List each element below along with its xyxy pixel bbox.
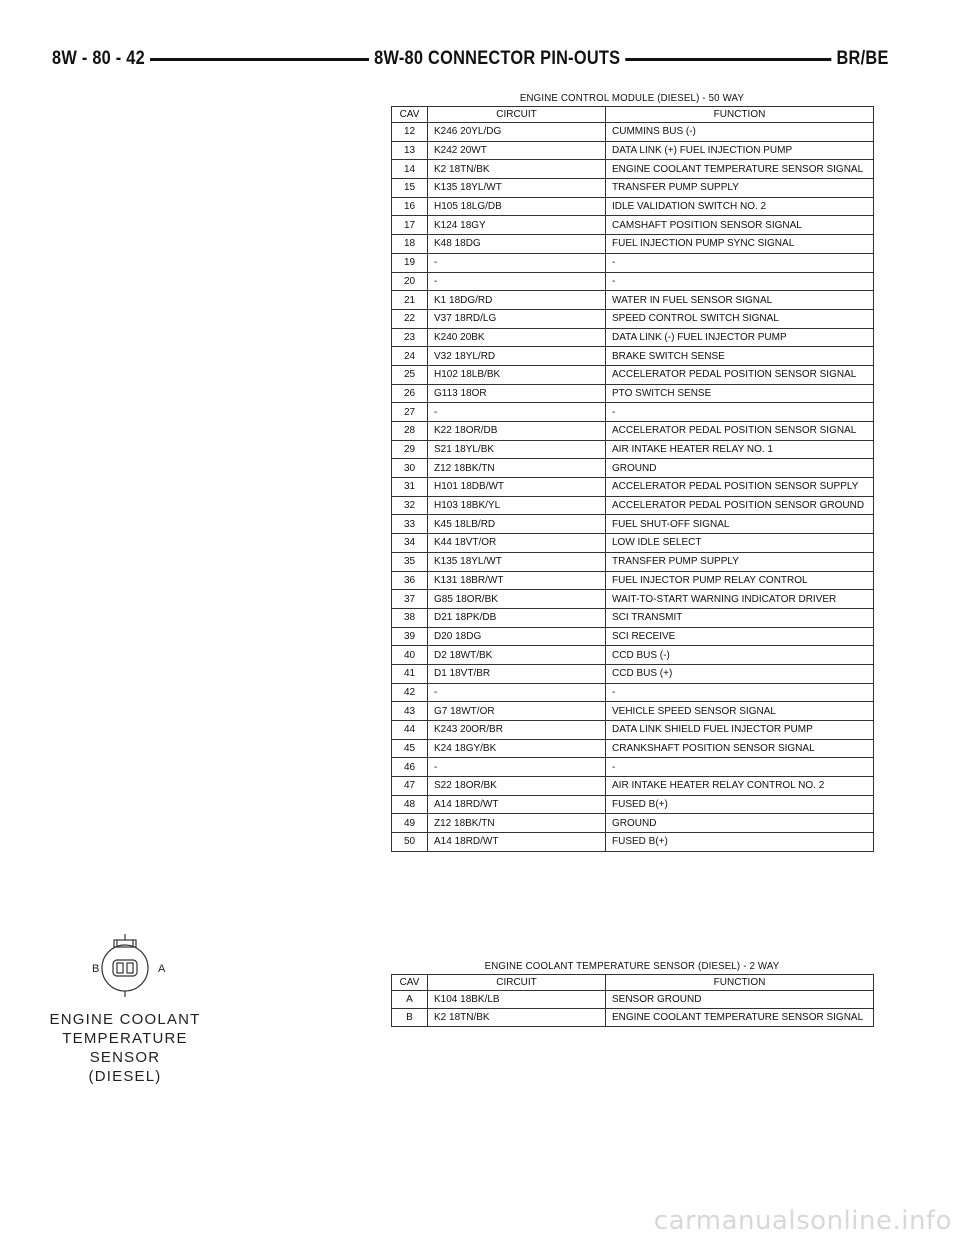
circuit-cell: K242 20WT: [428, 141, 606, 160]
function-cell: DATA LINK SHIELD FUEL INJECTOR PUMP: [606, 721, 874, 740]
table-row: [392, 683, 874, 702]
function-cell: CUMMINS BUS (-): [606, 123, 874, 142]
function-cell: TRANSFER PUMP SUPPLY: [606, 552, 874, 571]
function-cell: GROUND: [606, 814, 874, 833]
function-cell: CAMSHAFT POSITION SENSOR SIGNAL: [606, 216, 874, 235]
function-cell: FUEL INJECTION PUMP SYNC SIGNAL: [606, 235, 874, 254]
function-cell: ACCELERATOR PEDAL POSITION SENSOR SIGNAL: [606, 422, 874, 441]
cav-cell: 35: [392, 552, 428, 571]
table-row: [392, 814, 874, 833]
circuit-cell: Z12 18BK/TN: [428, 814, 606, 833]
function-cell: SPEED CONTROL SWITCH SIGNAL: [606, 309, 874, 328]
cav-cell: 20: [392, 272, 428, 291]
function-cell: CRANKSHAFT POSITION SENSOR SIGNAL: [606, 739, 874, 758]
table-row: [392, 328, 874, 347]
function-cell: ACCELERATOR PEDAL POSITION SENSOR SUPPLY: [606, 478, 874, 497]
cav-cell: 23: [392, 328, 428, 347]
cav-cell: 46: [392, 758, 428, 777]
table-row: [392, 552, 874, 571]
circuit-cell: K1 18DG/RD: [428, 291, 606, 310]
table-row: [392, 216, 874, 235]
function-cell: AIR INTAKE HEATER RELAY CONTROL NO. 2: [606, 777, 874, 796]
circuit-cell: K48 18DG: [428, 235, 606, 254]
function-cell: FUEL INJECTOR PUMP RELAY CONTROL: [606, 571, 874, 590]
page-header: [52, 44, 889, 78]
cav-cell: 49: [392, 814, 428, 833]
table-row: [392, 291, 874, 310]
circuit-cell: A14 18RD/WT: [428, 833, 606, 852]
cav-cell: 44: [392, 721, 428, 740]
table-row: [392, 347, 874, 366]
connector-label-line: ENGINE COOLANT: [49, 1011, 201, 1028]
circuit-cell: K240 20BK: [428, 328, 606, 347]
circuit-cell: -: [428, 272, 606, 291]
circuit-cell: K22 18OR/DB: [428, 422, 606, 441]
circuit-cell: K243 20OR/BR: [428, 721, 606, 740]
table-row: [392, 309, 874, 328]
model-code: BR/BE: [832, 44, 889, 74]
function-cell: FUSED B(+): [606, 795, 874, 814]
pin-label-b: B: [92, 963, 100, 975]
cav-cell: A: [392, 991, 428, 1009]
function-cell: IDLE VALIDATION SWITCH NO. 2: [606, 197, 874, 216]
cav-cell: 47: [392, 777, 428, 796]
table-row: [392, 664, 874, 683]
cav-cell: 15: [392, 179, 428, 198]
circuit-cell: K124 18GY: [428, 216, 606, 235]
table-row: [392, 702, 874, 721]
table-row: [392, 160, 874, 179]
function-cell: DATA LINK (+) FUEL INJECTION PUMP: [606, 141, 874, 160]
table-row: [392, 534, 874, 553]
col-header-circuit: CIRCUIT: [428, 975, 606, 991]
cav-cell: 40: [392, 646, 428, 665]
ecm-pinout-table: [391, 90, 873, 852]
circuit-cell: H101 18DB/WT: [428, 478, 606, 497]
function-cell: ACCELERATOR PEDAL POSITION SENSOR SIGNAL: [606, 365, 874, 384]
function-cell: FUSED B(+): [606, 833, 874, 852]
circuit-cell: K135 18YL/WT: [428, 179, 606, 198]
ecm-table: [391, 106, 874, 852]
circuit-cell: K131 18BR/WT: [428, 571, 606, 590]
circuit-cell: H102 18LB/BK: [428, 365, 606, 384]
table-row: [392, 197, 874, 216]
table-row: [392, 478, 874, 497]
cav-cell: 34: [392, 534, 428, 553]
function-cell: VEHICLE SPEED SENSOR SIGNAL: [606, 702, 874, 721]
circuit-cell: -: [428, 253, 606, 272]
cav-cell: 45: [392, 739, 428, 758]
cav-cell: 29: [392, 440, 428, 459]
function-cell: ACCELERATOR PEDAL POSITION SENSOR GROUND: [606, 496, 874, 515]
table-row: [392, 123, 874, 142]
col-header-cav: CAV: [392, 975, 428, 991]
cav-cell: 24: [392, 347, 428, 366]
circuit-cell: K45 18LB/RD: [428, 515, 606, 534]
circuit-cell: D21 18PK/DB: [428, 608, 606, 627]
watermark: carmanualsonline.info: [653, 1206, 952, 1236]
function-cell: DATA LINK (-) FUEL INJECTOR PUMP: [606, 328, 874, 347]
function-cell: WATER IN FUEL SENSOR SIGNAL: [606, 291, 874, 310]
function-cell: LOW IDLE SELECT: [606, 534, 874, 553]
cav-cell: 26: [392, 384, 428, 403]
cav-cell: 22: [392, 309, 428, 328]
table-row: [392, 646, 874, 665]
connector-label-line: TEMPERATURE: [62, 1030, 188, 1047]
circuit-cell: K104 18BK/LB: [428, 991, 606, 1009]
table-row: [392, 627, 874, 646]
cav-cell: 12: [392, 123, 428, 142]
circuit-cell: V37 18RD/LG: [428, 309, 606, 328]
section-title: 8W-80 CONNECTOR PIN-OUTS: [369, 44, 625, 74]
circuit-cell: K2 18TN/BK: [428, 1009, 606, 1027]
cav-cell: 42: [392, 683, 428, 702]
connector-icon: [102, 934, 148, 997]
cav-cell: 14: [392, 160, 428, 179]
cav-cell: 41: [392, 664, 428, 683]
cav-cell: 38: [392, 608, 428, 627]
ecm-table-title: ENGINE CONTROL MODULE (DIESEL) - 50 WAY: [519, 92, 745, 104]
table-row: [392, 422, 874, 441]
table-row: [392, 365, 874, 384]
table-row: [392, 833, 874, 852]
table-row: [392, 235, 874, 254]
circuit-cell: K24 18GY/BK: [428, 739, 606, 758]
col-header-cav: CAV: [392, 107, 428, 123]
function-cell: CCD BUS (-): [606, 646, 874, 665]
circuit-cell: Z12 18BK/TN: [428, 459, 606, 478]
function-cell: GROUND: [606, 459, 874, 478]
circuit-cell: G7 18WT/OR: [428, 702, 606, 721]
table-row: [392, 721, 874, 740]
circuit-cell: -: [428, 683, 606, 702]
function-cell: -: [606, 253, 874, 272]
connector-diagram: [92, 930, 172, 1002]
table-row: [392, 777, 874, 796]
cav-cell: 32: [392, 496, 428, 515]
circuit-cell: S21 18YL/BK: [428, 440, 606, 459]
col-header-circuit: CIRCUIT: [428, 107, 606, 123]
table-header-row: [392, 975, 874, 991]
table-row: [392, 496, 874, 515]
cav-cell: 39: [392, 627, 428, 646]
function-cell: BRAKE SWITCH SENSE: [606, 347, 874, 366]
cav-cell: 30: [392, 459, 428, 478]
table-row: [392, 590, 874, 609]
table-row: [392, 758, 874, 777]
circuit-cell: -: [428, 403, 606, 422]
circuit-cell: G113 18OR: [428, 384, 606, 403]
cav-cell: 17: [392, 216, 428, 235]
table-row: [392, 440, 874, 459]
circuit-cell: -: [428, 758, 606, 777]
table-row: [392, 272, 874, 291]
table-row: [392, 141, 874, 160]
function-cell: SENSOR GROUND: [606, 991, 874, 1009]
function-cell: CCD BUS (+): [606, 664, 874, 683]
table-row: [392, 459, 874, 478]
cav-cell: 37: [392, 590, 428, 609]
function-cell: SCI TRANSMIT: [606, 608, 874, 627]
circuit-cell: S22 18OR/BK: [428, 777, 606, 796]
table-row: [392, 179, 874, 198]
page-number: 8W - 80 - 42: [52, 44, 150, 74]
table-header-row: [392, 107, 874, 123]
table-row: [392, 253, 874, 272]
table-row: [392, 739, 874, 758]
circuit-cell: D2 18WT/BK: [428, 646, 606, 665]
cav-cell: 16: [392, 197, 428, 216]
ects-table-title: ENGINE COOLANT TEMPERATURE SENSOR (DIESEL) - 2 WAY: [484, 960, 780, 972]
cav-cell: 36: [392, 571, 428, 590]
cav-cell: 28: [392, 422, 428, 441]
cav-cell: 21: [392, 291, 428, 310]
ects-table: [391, 974, 874, 1027]
cav-cell: 33: [392, 515, 428, 534]
function-cell: -: [606, 272, 874, 291]
circuit-cell: K246 20YL/DG: [428, 123, 606, 142]
cav-cell: 18: [392, 235, 428, 254]
cav-cell: 31: [392, 478, 428, 497]
function-cell: FUEL SHUT-OFF SIGNAL: [606, 515, 874, 534]
function-cell: -: [606, 403, 874, 422]
function-cell: TRANSFER PUMP SUPPLY: [606, 179, 874, 198]
function-cell: AIR INTAKE HEATER RELAY NO. 1: [606, 440, 874, 459]
circuit-cell: H105 18LG/DB: [428, 197, 606, 216]
function-cell: PTO SWITCH SENSE: [606, 384, 874, 403]
function-cell: ENGINE COOLANT TEMPERATURE SENSOR SIGNAL: [606, 160, 874, 179]
circuit-cell: G85 18OR/BK: [428, 590, 606, 609]
cav-cell: 50: [392, 833, 428, 852]
cav-cell: 25: [392, 365, 428, 384]
connector-label: [40, 1010, 210, 1086]
circuit-cell: H103 18BK/YL: [428, 496, 606, 515]
function-cell: ENGINE COOLANT TEMPERATURE SENSOR SIGNAL: [606, 1009, 874, 1027]
connector-label-line: SENSOR: [89, 1049, 161, 1066]
table-row: [392, 571, 874, 590]
cav-cell: 27: [392, 403, 428, 422]
function-cell: -: [606, 683, 874, 702]
circuit-cell: A14 18RD/WT: [428, 795, 606, 814]
table-row: [392, 515, 874, 534]
cav-cell: 19: [392, 253, 428, 272]
circuit-cell: D1 18VT/BR: [428, 664, 606, 683]
table-row: [392, 384, 874, 403]
connector-label-line: (DIESEL): [88, 1068, 162, 1085]
function-cell: -: [606, 758, 874, 777]
function-cell: SCI RECEIVE: [606, 627, 874, 646]
circuit-cell: V32 18YL/RD: [428, 347, 606, 366]
circuit-cell: K2 18TN/BK: [428, 160, 606, 179]
table-row: [392, 608, 874, 627]
table-row: [392, 795, 874, 814]
circuit-cell: K44 18VT/OR: [428, 534, 606, 553]
function-cell: WAIT-TO-START WARNING INDICATOR DRIVER: [606, 590, 874, 609]
cav-cell: B: [392, 1009, 428, 1027]
cav-cell: 43: [392, 702, 428, 721]
circuit-cell: K135 18YL/WT: [428, 552, 606, 571]
col-header-function: FUNCTION: [606, 107, 874, 123]
table-row: [392, 403, 874, 422]
table-row: [392, 991, 874, 1009]
pin-label-a: A: [158, 963, 166, 975]
circuit-cell: D20 18DG: [428, 627, 606, 646]
cav-cell: 48: [392, 795, 428, 814]
col-header-function: FUNCTION: [606, 975, 874, 991]
cav-cell: 13: [392, 141, 428, 160]
table-row: [392, 1009, 874, 1027]
ects-pinout-table: [391, 958, 873, 1027]
